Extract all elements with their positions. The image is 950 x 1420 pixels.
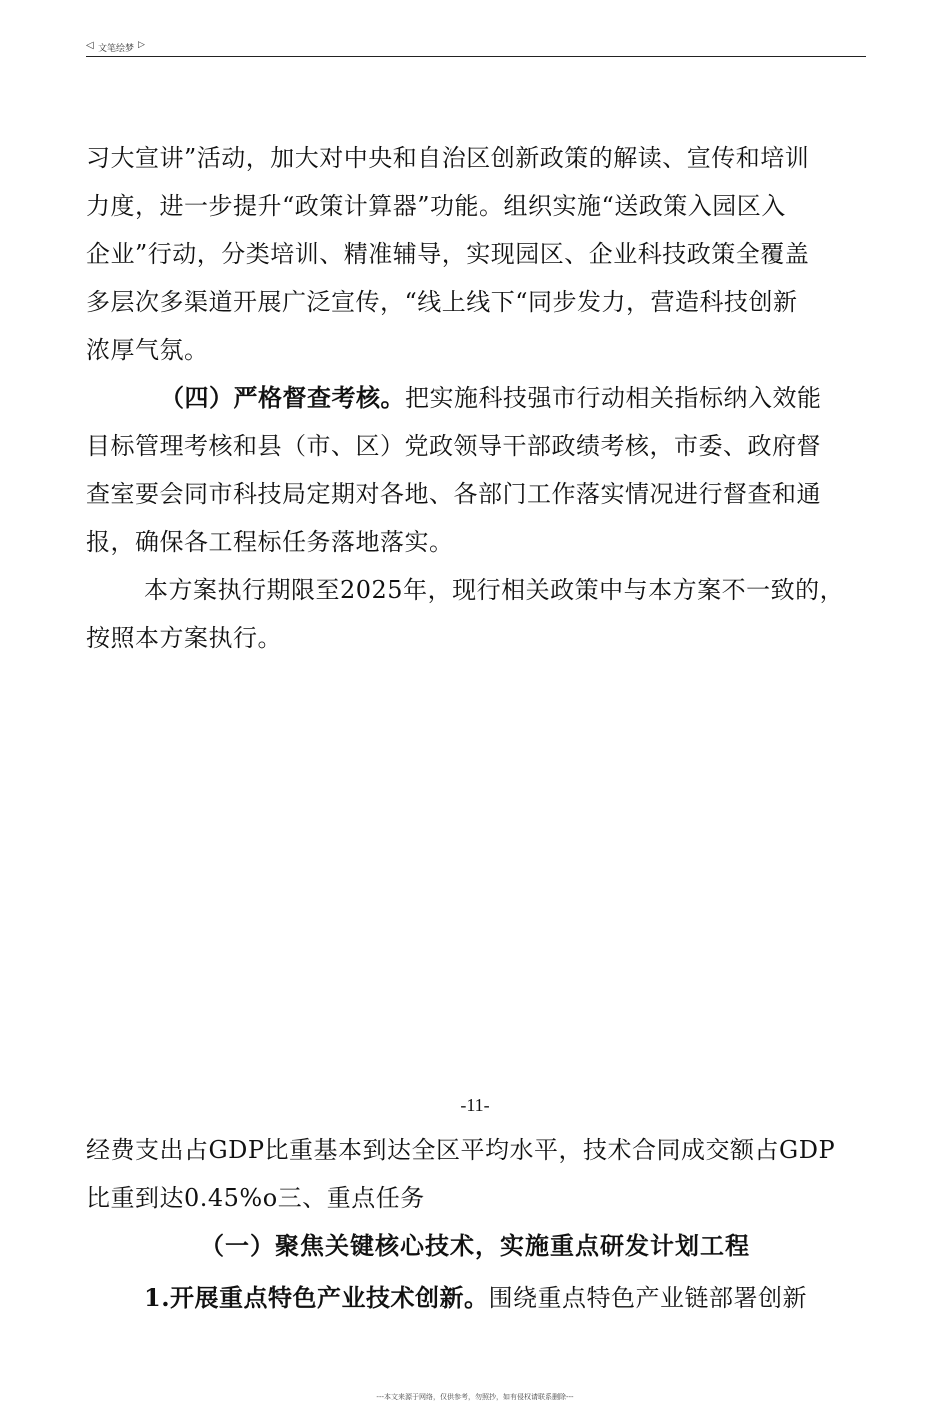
- triangle-left-icon: ◁: [86, 40, 94, 51]
- paragraph-line: 按照本方案执行。: [86, 624, 282, 652]
- item-text: 围绕重点特色产业链部署创新: [488, 1284, 808, 1312]
- paragraph-line: 报，确保各工程标任务落地落实。: [86, 528, 454, 556]
- paragraph-line: 力度，进一步提升“政策计算器”功能。组织实施“送政策入园区入: [86, 192, 786, 220]
- paragraph-line: 查室要会同市科技局定期对各地、各部门工作落实情况进行督查和通: [86, 480, 821, 508]
- section-two: [86, 1126, 876, 1222]
- paragraph-line: 企业”行动，分类培训、精准辅导，实现园区、企业科技政策全覆盖: [86, 240, 810, 268]
- triangle-right-icon: ▷: [138, 40, 145, 50]
- paragraph-line: 经费支出占GDP比重基本到达全区平均水平，技术合同成交额占GDP: [86, 1136, 836, 1164]
- section-subheading: （一）聚焦关键核心技术，实施重点研发计划工程: [200, 1231, 750, 1260]
- item-line: [86, 1274, 876, 1322]
- paragraph-line: 多层次多渠道开展广泛宣传，“线上线下“同步发力，营造科技创新: [86, 288, 798, 316]
- item-label: 1.开展重点特色产业技术创新。: [144, 1283, 489, 1312]
- paragraph-line: 浓厚气氛。: [86, 336, 209, 364]
- supervision-heading: （四）严格督查考核。: [160, 383, 405, 412]
- paragraph-line: 比重到达0.45%o三、重点任务: [86, 1184, 425, 1212]
- page-number: -11-: [460, 1095, 490, 1115]
- section-one: [86, 134, 876, 662]
- header-title: 文笔绘梦: [98, 44, 135, 54]
- page-header: [86, 40, 866, 57]
- paragraph-line: 习大宣讲”活动，加大对中央和自治区创新政策的解读、宣传和培训: [86, 144, 810, 172]
- paragraph-text: 把实施科技强市行动相关指标纳入效能: [405, 384, 822, 412]
- supervision-paragraph-first-line: [86, 374, 876, 422]
- paragraph-line: 目标管理考核和县（市、区）党政领导干部政绩考核，市委、政府督: [86, 432, 821, 460]
- section-two-item: [86, 1274, 876, 1322]
- paragraph-line: 本方案执行期限至2025年，现行相关政策中与本方案不一致的，: [144, 576, 845, 604]
- page-footer: ---本文来源于网络，仅供参考，勿照抄，如有侵权请联系删除---: [376, 1393, 574, 1401]
